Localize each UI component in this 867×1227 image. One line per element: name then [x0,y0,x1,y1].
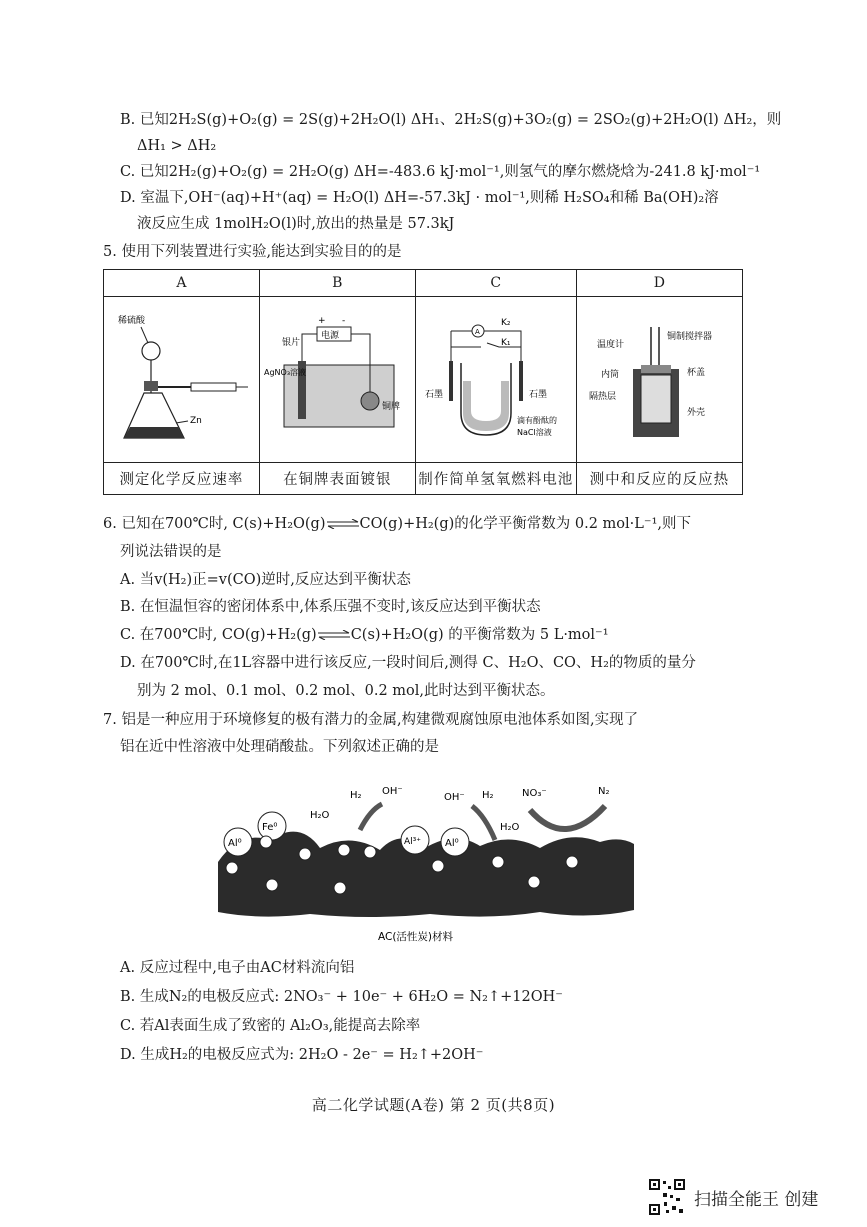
svg-text:隔热层: 隔热层 [589,391,617,402]
q4-option-c: C. 已知2H₂(g)+O₂(g) = 2H₂O(g) ΔH=-483.6 kJ·mol⁻¹,则氢气的摩尔燃烧焓为-241.8 kJ·mol⁻¹ [120,164,761,180]
fig-a-acid-label: 稀硫酸 [118,315,146,326]
equilibrium-arrow-icon [326,519,360,529]
ac-material-label: AC(活性炭)材料 [378,931,454,943]
q7-option-b: B. 生成N₂的电极反应式: 2NO₃⁻ + 10e⁻ + 6H₂O = N₂↑+12OH⁻ [120,989,563,1005]
scanner-label: 扫描全能王 创建 [694,1189,819,1210]
svg-text:H₂O: H₂O [500,822,520,833]
col-header-d: D [576,270,742,297]
svg-text:Fe⁰: Fe⁰ [262,822,278,833]
equilibrium-arrow-icon [317,630,351,640]
caption-c: 制作简单氢氧燃料电池 [415,463,576,495]
caption-b: 在铜牌表面镀银 [259,463,415,495]
reaction-rate-apparatus [106,303,256,453]
apparatus-table [103,269,743,495]
fig-b-copper-label: 铜牌 [382,401,401,412]
q6-option-a: A. 当v(H₂)正=v(CO)逆时,反应达到平衡状态 [120,572,411,588]
caption-d: 测中和反应的反应热 [576,463,742,495]
q4-option-d-line1: D. 室温下,OH⁻(aq)+H⁺(aq) = H₂O(l) ΔH=-57.3kJ · mol⁻¹,则稀 H₂SO₄和稀 Ba(OH)₂溶 [120,190,719,206]
svg-text:H₂O: H₂O [310,810,330,821]
figure-a-cell [104,297,260,463]
svg-text:N₂: N₂ [598,786,610,797]
svg-text:OH⁻: OH⁻ [444,792,465,803]
fig-b-solution-label: AgNO₃溶液 [264,367,307,377]
q6-option-d-line2: 别为 2 mol、0.1 mol、0.2 mol、0.2 mol,此时达到平衡状态。 [137,683,555,699]
electroplating-apparatus [262,303,412,453]
q5-stem: 5. 使用下列装置进行实验,能达到实验目的的是 [103,244,402,260]
svg-text:-: - [342,315,346,326]
svg-text:滴有酚酞的: 滴有酚酞的 [516,415,557,425]
svg-text:H₂: H₂ [482,790,494,801]
q4-option-b-line2: ΔH₁ > ΔH₂ [137,138,217,154]
figure-c-cell [415,297,576,463]
q7-stem-line1: 7. 铝是一种应用于环境修复的极有潜力的金属,构建微观腐蚀原电池体系如图,实现了 [103,712,639,728]
svg-text:外壳: 外壳 [687,407,706,418]
q6-option-b: B. 在恒温恒容的密闭体系中,体系压强不变时,该反应达到平衡状态 [120,599,541,615]
qr-code-icon [648,1178,686,1216]
caption-a: 测定化学反应速率 [104,463,260,495]
svg-text:A: A [474,327,480,336]
q7-option-a: A. 反应过程中,电子由AC材料流向铝 [120,960,355,976]
svg-text:H₂: H₂ [350,790,362,801]
svg-text:石墨: 石墨 [528,389,547,400]
svg-text:OH⁻: OH⁻ [382,786,403,797]
svg-text:杯盖: 杯盖 [687,367,706,378]
q6-option-d-line1: D. 在700℃时,在1L容器中进行该反应,一段时间后,测得 C、H₂O、CO、H₂的物质的量分 [120,655,696,671]
q4-option-b-line1: B. 已知2H₂S(g)+O₂(g) = 2S(g)+2H₂O(l) ΔH₁、2H₂S(g)+3O₂(g) = 2SO₂(g)+2H₂O(l) ΔH₂，则 [120,112,782,128]
svg-text:石墨: 石墨 [424,389,443,400]
col-header-c: C [415,270,576,297]
svg-text:Al⁰: Al⁰ [228,838,242,849]
q7-stem-line2: 铝在近中性溶液中处理硝酸盐。下列叙述正确的是 [120,739,439,755]
fuel-cell-apparatus [421,303,571,453]
q6-stem-line1: 6. 已知在700℃时, C(s)+H₂O(g) CO(g)+H₂(g)的化学平衡常数为 0.2 mol·L⁻¹,则下 [103,516,691,532]
figure-b-cell [259,297,415,463]
svg-text:K₂: K₂ [500,317,511,328]
page-footer: 高二化学试题(A卷) 第 2 页(共8页) [311,1096,556,1114]
col-header-a: A [104,270,260,297]
col-header-b: B [259,270,415,297]
svg-text:NO₃⁻: NO₃⁻ [522,788,547,799]
calorimeter-apparatus [579,303,739,453]
q7-option-c: C. 若Al表面生成了致密的 Al₂O₃,能提高去除率 [120,1018,421,1034]
svg-text:铜制搅拌器: 铜制搅拌器 [667,331,713,342]
q4-option-d-line2: 液反应生成 1molH₂O(l)时,放出的热量是 57.3kJ [137,216,455,232]
svg-text:温度计: 温度计 [597,339,625,350]
q7-option-d: D. 生成H₂的电极反应式为: 2H₂O - 2e⁻ = H₂↑+2OH⁻ [120,1047,484,1063]
q6-option-c: C. 在700℃时, CO(g)+H₂(g) C(s)+H₂O(g) 的平衡常数为 5 L·mol⁻¹ [120,627,609,643]
svg-text:内筒: 内筒 [601,369,620,380]
q6-stem-line2: 列说法错误的是 [120,544,222,560]
svg-text:Al³⁺: Al³⁺ [404,837,422,847]
corrosion-cell-diagram [210,770,640,945]
svg-text:+: + [318,315,326,326]
fig-b-power-label: 电源 [321,330,340,341]
svg-text:Al⁰: Al⁰ [445,838,459,849]
scanner-watermark [648,1178,818,1216]
fig-b-silver-label: 银片 [282,337,301,348]
figure-d-cell [576,297,742,463]
svg-text:NaCl溶液: NaCl溶液 [516,427,552,437]
svg-text:K₁: K₁ [500,337,511,348]
fig-a-zn-label: Zn [190,415,203,426]
